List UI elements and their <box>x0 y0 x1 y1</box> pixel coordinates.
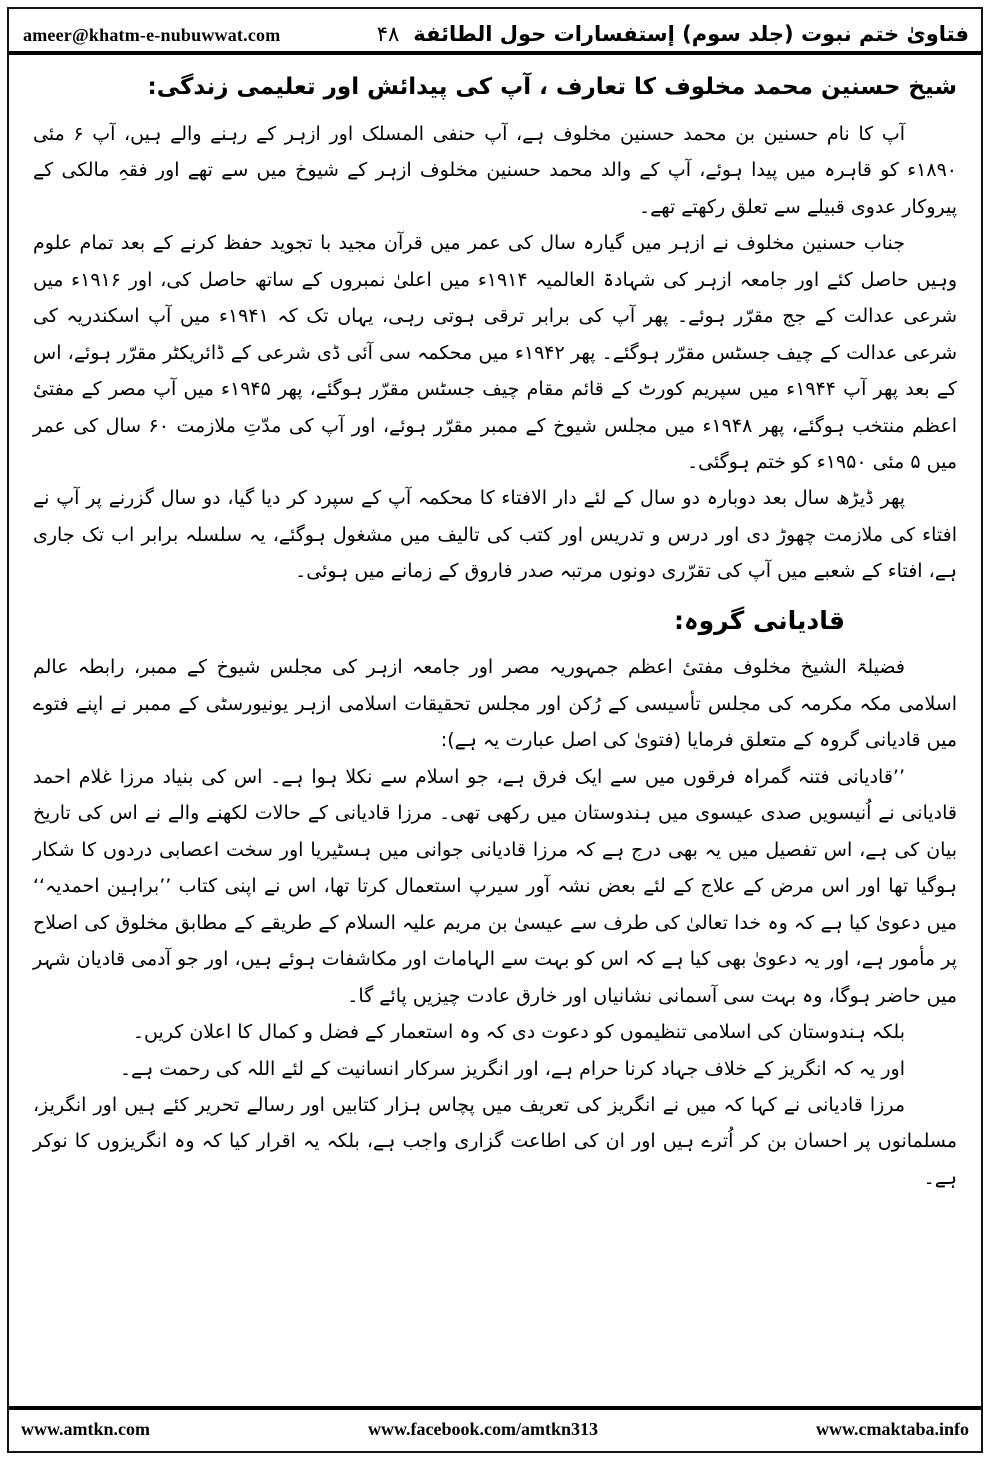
footer-links <box>9 1410 981 1451</box>
page-number: ۴۸ <box>376 22 400 46</box>
section-heading-qadiani-group: قادیانی گروہ: <box>673 605 845 635</box>
contact-email-link[interactable]: ameer@khatm-e-nubuwwat.com <box>23 25 281 45</box>
footer-link-amtkn[interactable]: www.amtkn.com <box>21 1419 150 1439</box>
paragraph-fatwa-intro: فضیلۃ الشیخ مخلوف مفتیٔ اعظم جمہوریہ مصر اور جامعہ ازہر کی مجلس شیوخ کے ممبر، رابطہ عالم اسلامی مکہ مکرمہ کی مجلس تأسیسی کے رُکن اور مجلس تحقیقات اسلامی ازہر یونیورسٹی کے ممبر نے اپنے فتوے میں قادیانی گروہ کے متعلق فرمایا (فتویٰ کی اصل عبارت یہ ہے): <box>33 656 957 752</box>
paragraph-jihad-statement: اور یہ کہ انگریز کے خلاف جہاد کرنا حرام ہے، اور انگریز سرکار انسانیت کے لئے اللہ کی رحمت ہے۔ <box>119 1057 905 1080</box>
page-body <box>9 55 981 1406</box>
paragraph-career: جناب حسنین مخلوف نے ازہر میں گیارہ سال کی عمر میں قرآن مجید با تجوید حفظ کرنے کے بعد تمام علوم وہیں حاصل کئے اور جامعہ ازہر کی شہادۃ العالمیہ ۱۹۱۴ء میں اعلیٰ نمبروں کے ساتھ حاصل کی، اور ۱۹۱۶ء میں شرعی عدالت کے جج مقرّر ہوئے۔ پھر آپ کی برابر ترقی ہوتی رہی، یہاں تک کہ ۱۹۴۱ء میں آپ اسکندریہ کی شرعی عدالت کے چیف جسٹس مقرّر ہوگئے۔ پھر ۱۹۴۲ء میں محکمہ سی آئی ڈی شرعی کے ڈائریکٹر مقرّر ہوئے، اس کے بعد پھر آپ ۱۹۴۴ء میں سپریم کورٹ کے قائم مقام چیف جسٹس مقرّر ہوگئے، پھر ۱۹۴۵ء میں آپ مصر کے مفتیٔ اعظم منتخب ہوگئے، پھر ۱۹۴۸ء میں مجلس شیوخ کے ممبر مقرّر ہوئے، اور آپ کی مدّتِ ملازمت ۶۰ سال کی عمر میں ۵ مئی ۱۹۵۰ء کو ختم ہوگئی۔ <box>33 232 957 474</box>
paragraph-mirza-statement: مرزا قادیانی نے کہا کہ میں نے انگریز کی تعریف میں پچاس ہزار کتابیں اور رسالے تحریر کئے ہیں اور انگریز، مسلمانوں پر احسان بن کر اُترے ہیں اور ان کی اطاعت گزاری واجب ہے، بلکہ یہ اقرار کیا کہ وہ انگریزوں کا نوکر ہے۔ <box>33 1094 957 1189</box>
page-footer <box>9 1406 981 1451</box>
paragraph-fatwa-text: ’’قادیانی فتنہ گمراہ فرقوں میں سے ایک فرق ہے، جو اسلام سے نکلا ہوا ہے۔ اس کی بنیاد مرزا غلام احمد قادیانی نے اُنیسویں صدی عیسوی میں ہندوستان میں رکھی تھی۔ مرزا قادیانی کے حالات لکھنے والے نے اس کی تاریخ بیان کی ہے، اس تفصیل میں یہ بھی درج ہے کہ مرزا قادیانی جوانی میں ہسٹیریا اور سخت اعصابی دردوں کا شکار ہوگیا تھا اور اس مرض کے علاج کے لئے بعض نشہ آور سیرپ استعمال کرتا تھا، اس نے اپنی کتاب ’’براہین احمدیہ‘‘ میں دعویٰ کیا ہے کہ وہ خدا تعالیٰ کی طرف سے عیسیٰ بن مریم علیہ السلام کے طریقے کے مطابق مخلوق کی اصلاح پر مأمور ہے، اور یہ دعویٰ بھی کیا ہے کہ اس کو بہت سے الہامات اور مکاشفات ہوئے ہیں، اور جو آدمی قادیان شہر میں حاضر ہوگا، وہ بہت سی آسمانی نشانیاں اور خارق عادت چیزیں پائے گا۔ <box>33 765 958 1007</box>
section-heading-biography: شیخ حسنین محمد مخلوف کا تعارف ، آپ کی پیدائش اور تعلیمی زندگی: <box>147 74 957 100</box>
page-header <box>9 9 981 51</box>
book-title <box>413 22 969 46</box>
paragraph-birth-education: آپ کا نام حسنین بن محمد حسنین مخلوف ہے، آپ حنفی المسلک اور ازہر کے رہنے والے ہیں، آپ ۶ مئی ۱۸۹۰ء کو قاہرہ میں پیدا ہوئے، آپ کے والد محمد حسنین مخلوف ازہر کے شیوخ میں سے تھے اور فقہِ مالکی کے پیروکار عدوی قبیلے سے تعلق رکھتے تھے۔ <box>33 122 957 218</box>
paragraph-declaration: بلکہ ہندوستان کی اسلامی تنظیموں کو دعوت دی کہ وہ استعمار کے فضل و کمال کا اعلان کریں۔ <box>132 1021 905 1044</box>
book-title-text: فتاویٰ ختم نبوت (جلد سوم) إستفسارات حول الطائفة <box>413 22 969 46</box>
footer-link-cmaktaba[interactable]: www.cmaktaba.info <box>815 1419 969 1439</box>
paragraph-dar-al-ifta: پھر ڈیڑھ سال بعد دوبارہ دو سال کے لئے دار الافتاء کا محکمہ آپ کے سپرد کر دیا گیا، دو سال گزرنے پر آپ نے افتاء کی ملازمت چھوڑ دی اور درس و تدریس اور کتب کی تالیف میں مشغول ہوگئے، یہ سلسلہ برابر اب تک جاری ہے، افتاء کے شعبے میں آپ کی تقرّری دونوں مرتبہ صدر فاروق کے زمانے میں ہوئی۔ <box>33 487 957 583</box>
footer-link-facebook[interactable]: www.facebook.com/amtkn313 <box>367 1419 598 1439</box>
page-border-frame <box>7 7 983 1453</box>
